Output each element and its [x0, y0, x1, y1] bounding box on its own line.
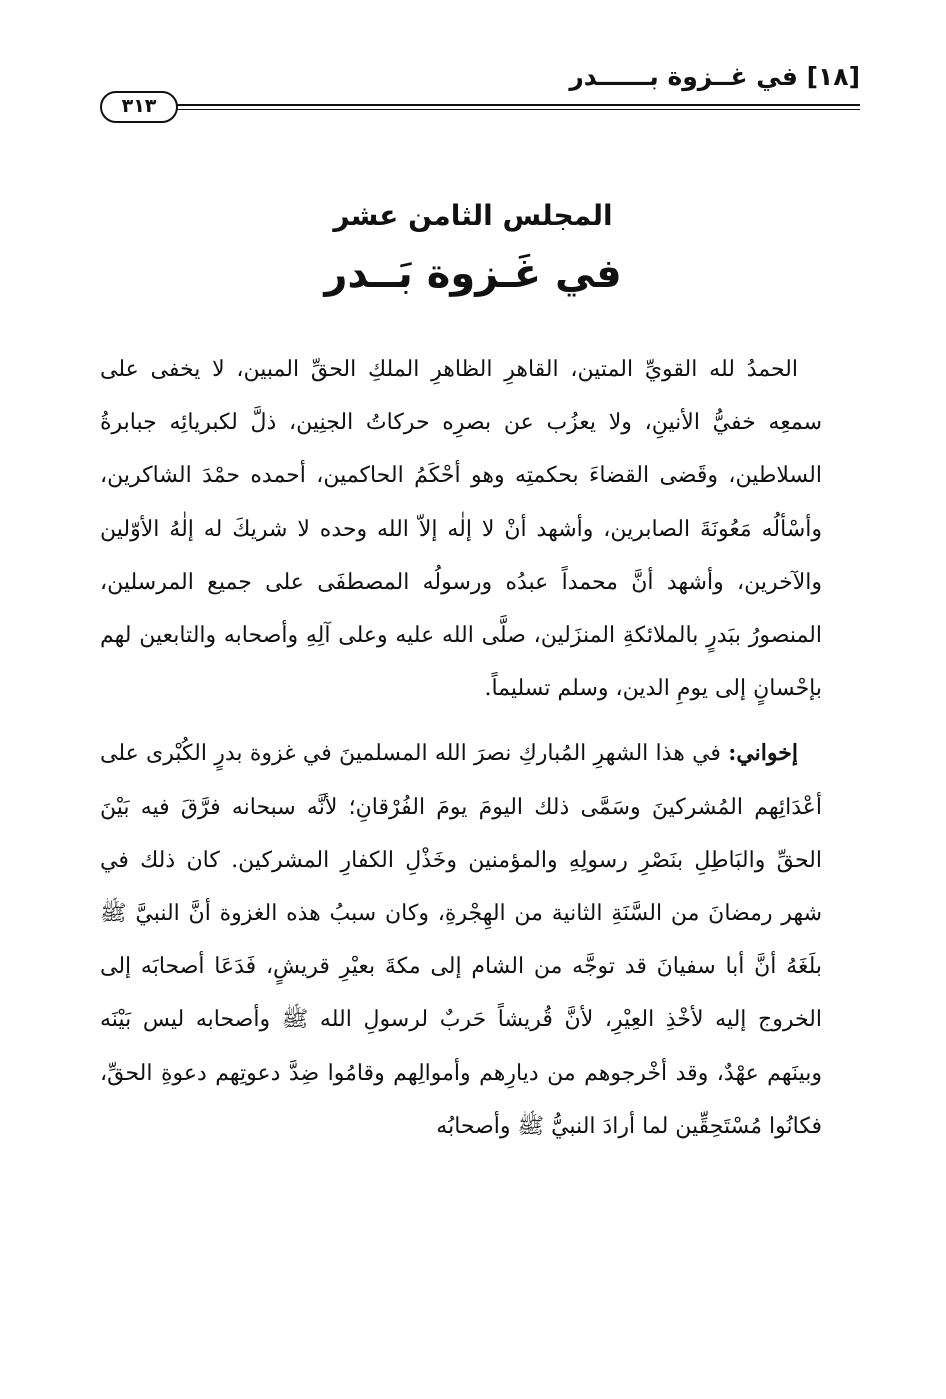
page-header [100, 62, 860, 122]
header-rule [172, 104, 860, 110]
running-head: [١٨] في غــزوة بــــــدر [569, 62, 860, 91]
chapter-number-title: المجلس الثامن عشر [333, 199, 613, 232]
body-text [100, 343, 822, 1165]
paragraph-badr [100, 727, 822, 1153]
chapter-main-title: في غَـزوة بَــدر [324, 251, 622, 297]
page-number: ٣١٣ [100, 91, 178, 123]
paragraph-lead: إخواني: [728, 740, 798, 767]
paragraph-text: الحمدُ لله القويِّ المتين، القاهرِ الظاهرِ الملكِ الحقِّ المبين، لا يخفى على سمعِه خفيُّ الأنينِ، ولا يعزُب عن بصرِه حركاتُ الجنِين، ذلَّ لكبريائِه جبابرةُ السلاطين، وقَضى القضاءَ بحكمتِه وهو أحْكَمُ الحاكمين، أحمده حمْدَ الشاكرين، وأسْألُه مَعُونَةَ الصابرين، وأشهد أنْ لا إلٰه إلاّ الله وحده لا شريكَ له إلٰهُ الأوّلين والآخرين، وأشهد أنَّ محمداً عبدُه ورسولُه المصطفَى على جميع المرسلين، المنصورُ ببَدرٍ بالملائكةِ المنزَلين، صلَّى الله عليه وعلى آلِهِ وأصحابه والتابعين لهم بإحْسانٍ إلى يومِ الدين، وسلم تسليماً. [100, 357, 822, 702]
paragraph-text: في هذا الشهرِ المُباركِ نصرَ الله المسلمينَ في غزوة بدرٍ الكُبْرى على أعْدَائِهم المُشركينَ وسَمَّى ذلك اليومَ يومَ الفُرْقانِ؛ لأنَّه سبحانه فرَّقَ فيه بَيْنَ الحقِّ والبَاطِلِ بنَصْرِ رسولِهِ والمؤمنين وخَذْلِ الكفارِ المشركين. كان ذلك في شهر رمضانَ من السَّنَةِ الثانية من الهِجْرةِ، وكان سببُ هذه الغزوة أنَّ النبيَّ ﷺ بلَغَهُ أنَّ أبا سفيانَ قد توجَّه من الشام إلى مكةَ بعيْرِ قريشٍ، فَدَعَا أصحابَه إلى الخروج إليه لأخْذِ العِيْرِ، لأنَّ قُريشاً حَربٌ لرسولِ الله ﷺ وأصحابه ليس بَيْنَه وبينَهم عهْدٌ، وقد أخْرجوهم من ديارِهم وأموالِهم وقامُوا ضِدَّ دعوتِهم دعوةِ الحقِّ، فكانُوا مُسْتَحِقِّين لما أرادَ النبيُّ ﷺ وأصحابُه [100, 741, 822, 1139]
paragraph-opening [100, 343, 822, 715]
chapter-heading [80, 192, 866, 306]
